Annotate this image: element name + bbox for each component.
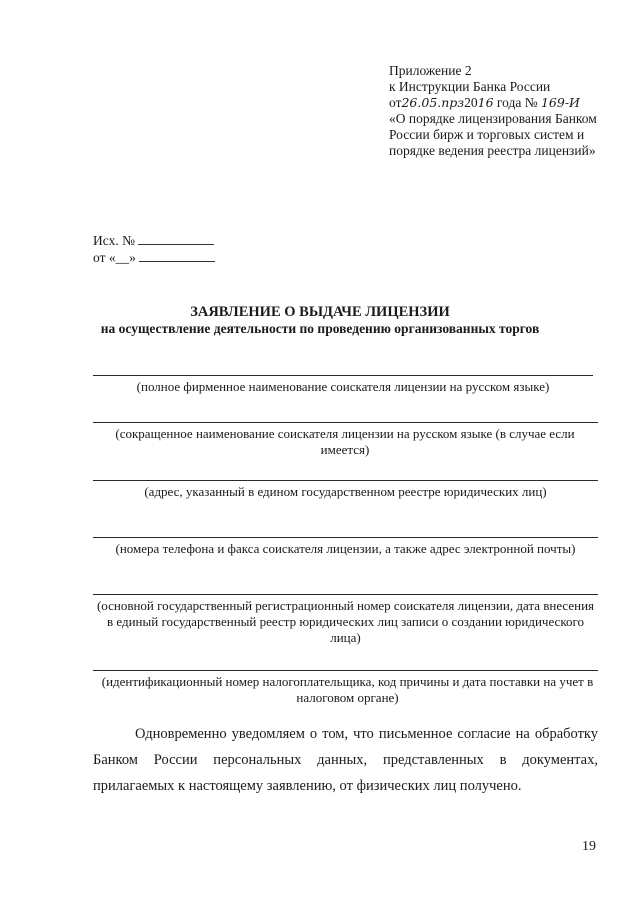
application-subtitle: на осуществление деятельности по проведению организованных торгов — [100, 321, 540, 336]
handwritten-number: 169-И — [540, 95, 580, 110]
ogrn-caption: (основной государственный регистрационный номер соискателя лицензии, дата внесения в единый государственный реестр юридических лиц записи о создании юридического лица) — [96, 598, 595, 645]
inn-caption: (идентификационный номер налогоплательщика, код причины и дата поставки на учет в налоговом органе) — [101, 674, 594, 705]
contacts-caption: (номера телефона и факса соискателя лицензии, а также адрес электронной почты) — [115, 541, 576, 556]
inn-field[interactable] — [93, 670, 598, 671]
appendix-header — [389, 63, 597, 159]
application-title: ЗАЯВЛЕНИЕ О ВЫДАЧЕ ЛИЦЕНЗИИ — [190, 304, 450, 320]
handwritten-year: 16 — [477, 95, 494, 110]
appendix-title: Приложение 2 — [389, 63, 472, 78]
outgoing-number-label: Исх. № — [93, 233, 135, 248]
page-number: 19 — [582, 839, 596, 854]
appendix-subject-1: «О порядке лицензирования Банком — [389, 111, 597, 126]
appendix-subject-3: порядке ведения реестра лицензий» — [389, 143, 596, 158]
outgoing-number-field[interactable] — [138, 232, 214, 245]
appendix-from: от — [389, 95, 402, 110]
consent-text: Одновременно уведомляем о том, что письменное согласие на обработку Банком России персональных данных, представленных в документах, прилагаемых к настоящему заявлению, от физических лиц получено. — [93, 726, 598, 794]
ogrn-field[interactable] — [93, 594, 598, 595]
address-field[interactable] — [93, 480, 598, 481]
full-name-caption: (полное фирменное наименование соискателя лицензии на русском языке) — [136, 379, 550, 394]
appendix-date-line — [389, 95, 597, 111]
outgoing-reference — [93, 232, 215, 266]
appendix-subject-2: России бирж и торговых систем и — [389, 127, 585, 142]
outgoing-date-label: от «__» — [93, 250, 136, 265]
consent-paragraph — [93, 721, 598, 799]
appendix-instruction: к Инструкции Банка России — [389, 79, 551, 94]
appendix-year-word: года № — [493, 95, 541, 110]
short-name-field[interactable] — [93, 422, 598, 423]
handwritten-date: 26.05.прз — [401, 95, 465, 110]
short-name-caption: (сокращенное наименование соискателя лицензии на русском языке (в случае если имеется) — [115, 426, 575, 457]
contacts-field[interactable] — [93, 537, 598, 538]
appendix-year-prefix: 20 — [464, 95, 478, 110]
address-caption: (адрес, указанный в едином государственном реестре юридических лиц) — [144, 484, 547, 499]
outgoing-date-field[interactable] — [139, 249, 215, 262]
full-name-field[interactable] — [93, 375, 593, 376]
outgoing-date-row — [93, 249, 215, 266]
outgoing-number-row — [93, 232, 215, 249]
